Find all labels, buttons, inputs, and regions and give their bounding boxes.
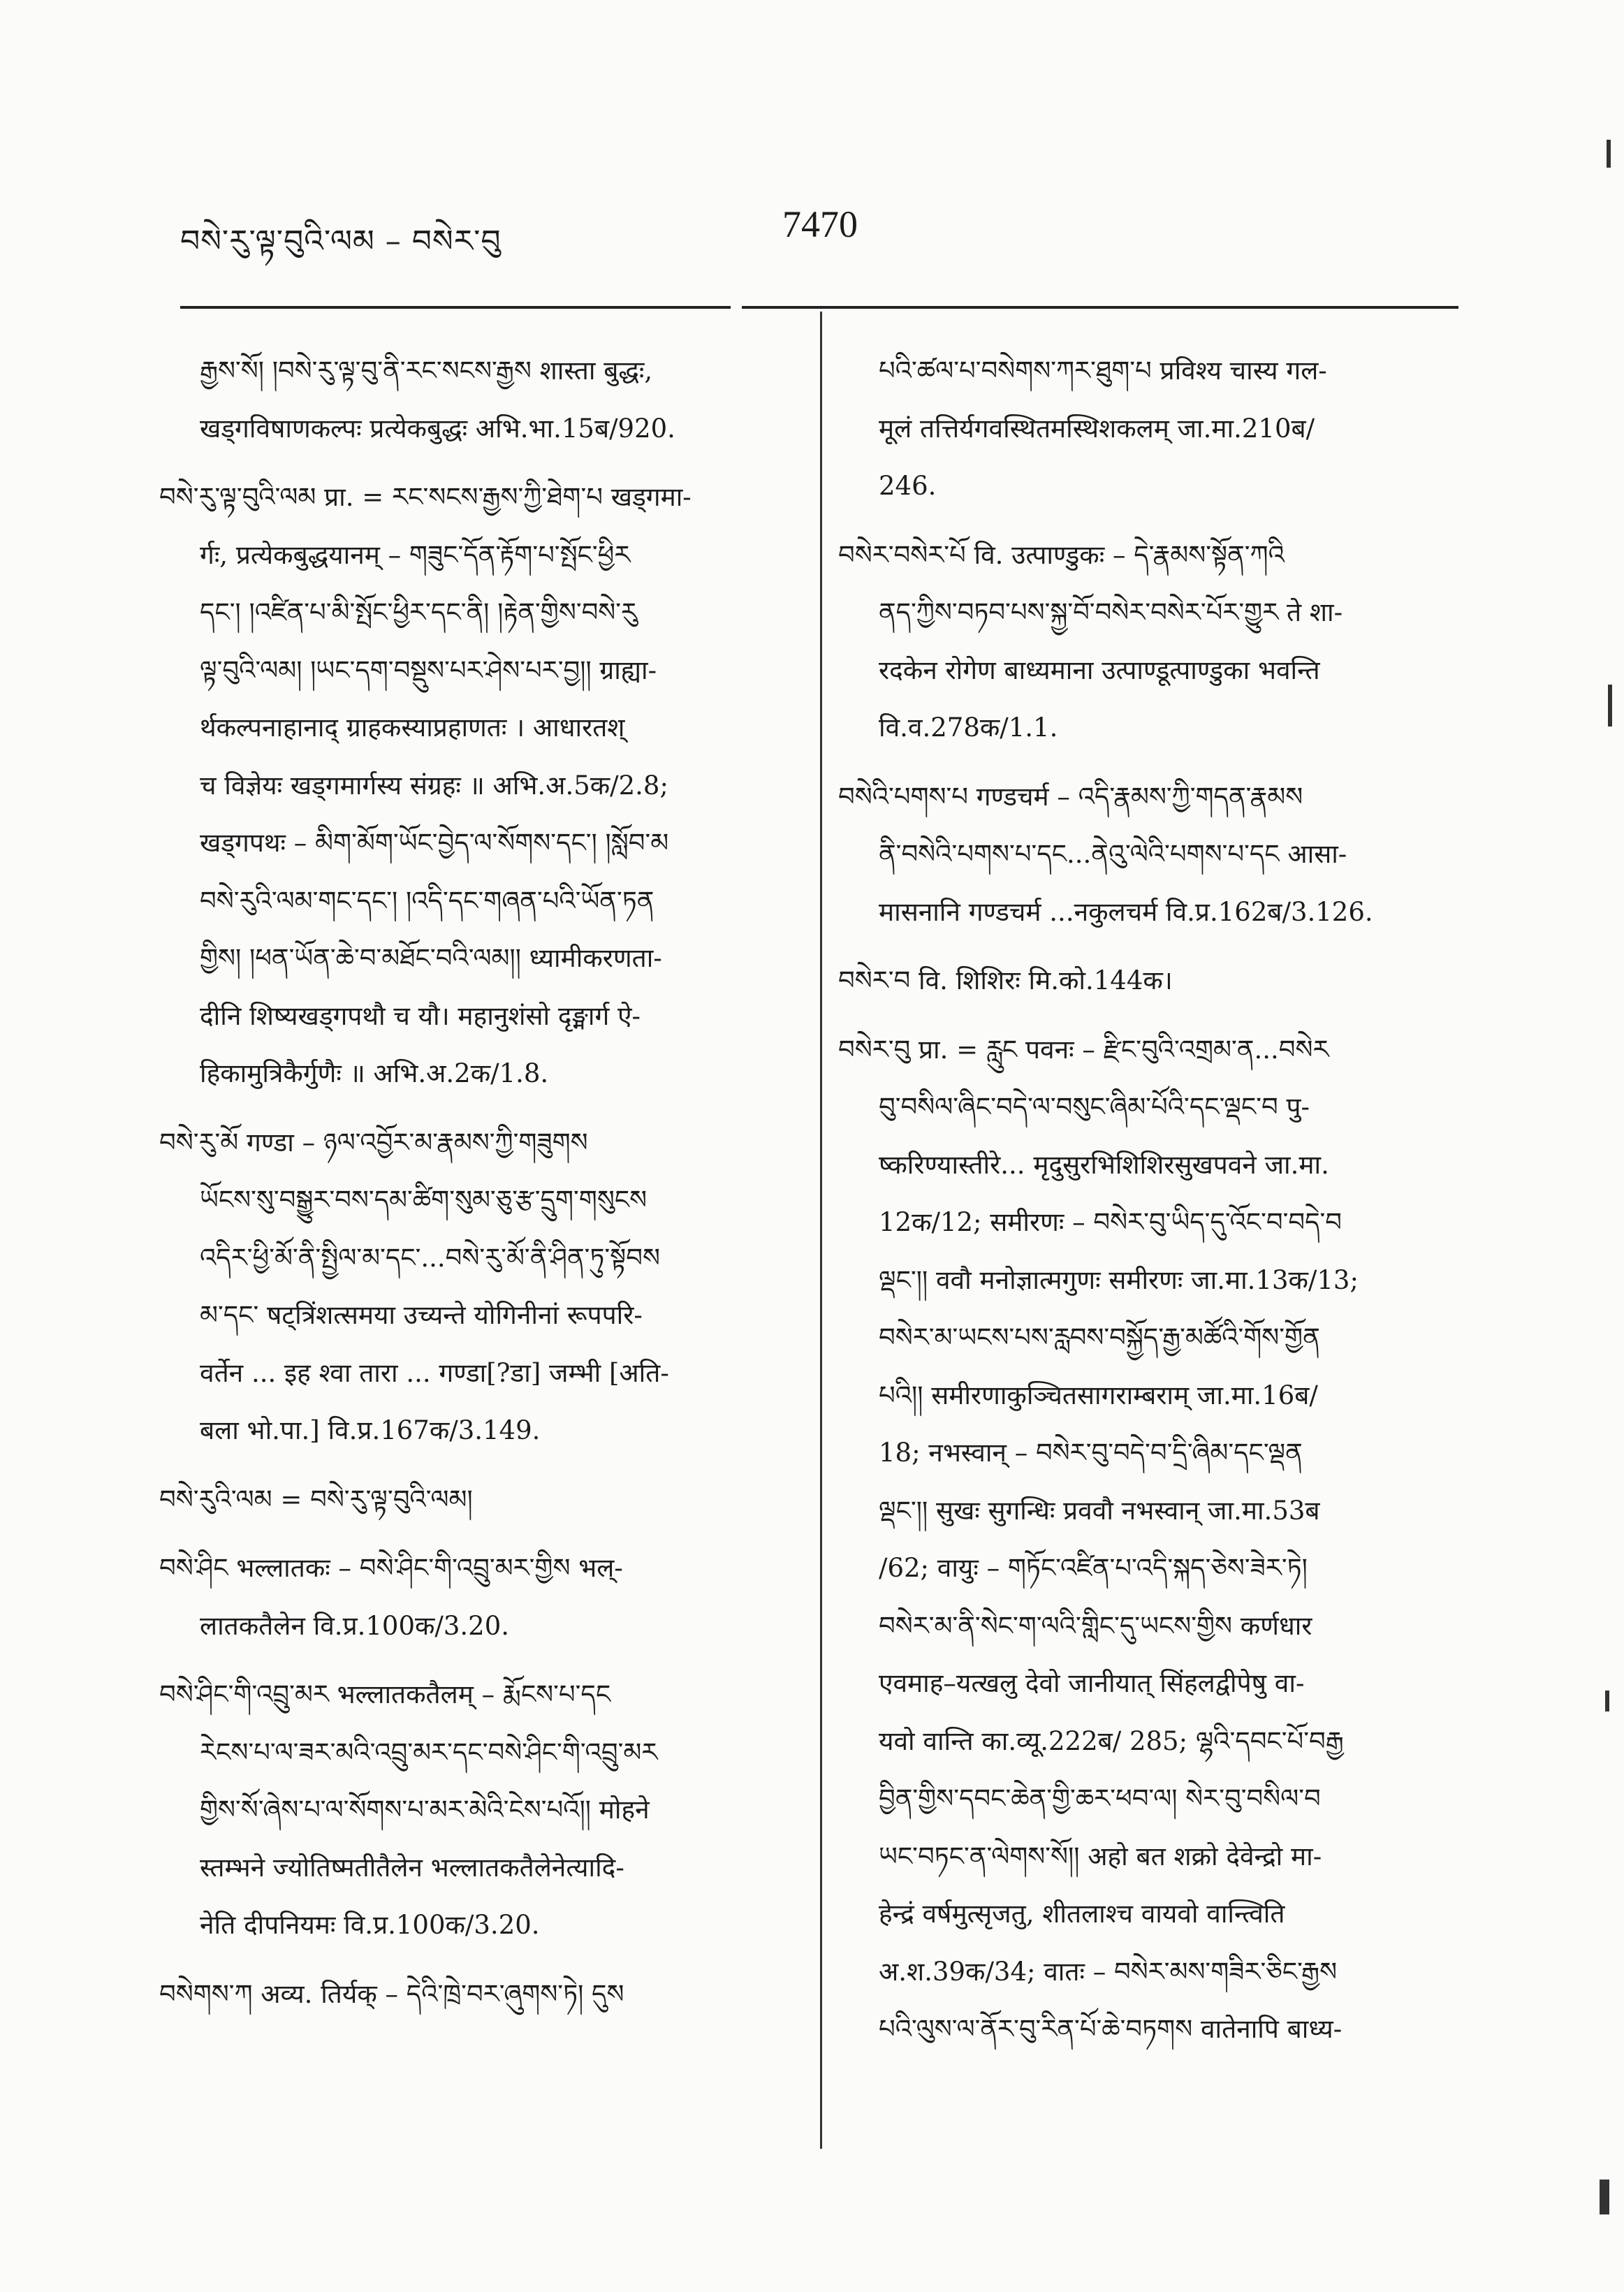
entry-line: स्तम्भने ज्योतिष्मतीतैलेन भल्लातकतैलेनेत्यादि- — [200, 1852, 624, 1883]
entry-headline: བསེར་བུ प्रा. = རླུང पवनः – རྫིང་བུའི་འགྲམ་ན...བསེར — [838, 1034, 1329, 1065]
entry-line: བསེ་རུའི་ལམ་གང་དང་། །འདི་དང་གཞན་པའི་ཡོན་ཏན — [200, 885, 654, 916]
dictionary-entry — [159, 1114, 802, 1460]
entry-headline: བསེ་ཤིང भल्लातकः – བསེ་ཤིང་གི་འབྲུ་མར་གྱིས भल्- — [159, 1553, 623, 1583]
entry-headline: བསེར་བ वि. शिशिरः मि.को.144क। — [838, 965, 1173, 995]
entry-line: मूलं तत्तिर्यगवस्थितमस्थिशकलम् जा.मा.210ब/ — [879, 413, 1315, 444]
dictionary-entry — [159, 469, 802, 1103]
dictionary-entry — [838, 952, 1456, 1010]
entry-line: अ.श.39क/34; वातः – བསེར་མས་གཟིར་ཅིང་རྒྱས — [879, 1956, 1338, 1987]
running-title: བསེ་རུ་ལྟ་བུའི་ལམ – བསེར་བུ — [180, 224, 502, 259]
entry-line: वर्तेन ... इह श्वा तारा ... गण्डा[?डा] जम्भी [अति- — [200, 1357, 669, 1388]
entry-line: च विज्ञेयः खड्गमार्गस्य संग्रहः ॥ अभि.अ.5क/2.8; — [200, 770, 668, 801]
entry-headline: བསེའི་པགས་པ गण्डचर्म – འདི་རྣམས་ཀྱི་གདན་རྣམས — [838, 781, 1303, 812]
entry-line: दीनि शिष्यखड्गपथौ च यौ। महानुशंसो दृङ्मार्ग ऐ- — [200, 1000, 641, 1031]
dictionary-entry — [838, 1021, 1456, 2059]
entry-line: नेति दीपनियमः वि.प्र.100क/3.20. — [200, 1910, 540, 1940]
entry-line: བསེར་མ་ནི་སེང་ག་ལའི་གླིང་དུ་ཡངས་གྱིས कर्णधार — [879, 1610, 1312, 1641]
scan-mark — [1600, 2180, 1609, 2214]
entry-line: གྱིས། །ཕན་ཡོན་ཆེ་བ་མཐོང་བའི་ལམ།། ध्यामीकरणता- — [200, 943, 662, 973]
entry-line: हेन्द्रं वर्षमुत्सृजतु, शीतलाश्च वायवो वान्त्विति — [879, 1899, 1285, 1929]
entry-line: དང་། །འཛིན་པ་མི་སྤོང་ཕྱིར་དང་ནི། །རྟེན་གྱིས་བསེ་རུ — [200, 597, 638, 627]
entry-line: ལྡང་།། ववौ मनोज्ञात्मगुणः समीरणः जा.मा.13क/13; — [879, 1264, 1359, 1295]
entry-line: र्थकल्पनाहानाद् ग्राहकस्याप्रहाणतः । आधारतश् — [200, 713, 625, 743]
entry-line: ཡོངས་སུ་བསྒྱུར་བས་དམ་ཚིག་སུམ་ཅུ་རྩ་དྲུག་གསུངས — [200, 1185, 648, 1215]
left-column — [159, 342, 802, 2023]
dictionary-entry — [159, 1471, 802, 1529]
entry-line: वि.व.278क/1.1. — [879, 713, 1058, 743]
entry-line: གྱིས་སོ་ཞེས་པ་ལ་སོགས་པ་མར་མེའི་ངེས་པའོ།། मोहने — [200, 1795, 650, 1825]
header-rule — [180, 306, 1458, 309]
entry-line: པའི།། समीरणाकुञ्चितसागराम्बराम् जा.मा.16ब/ — [879, 1380, 1318, 1410]
entry-line: པའི་ལུས་ལ་ནོར་བུ་རིན་པོ་ཆེ་བཏགས वातेनापि बाध्य- — [879, 2014, 1343, 2044]
entry-line: लातकतैलेन वि.प्र.100क/3.20. — [200, 1610, 510, 1641]
entry-line: खड्गपथः – མིག་མོག་ཡོང་བྱེད་ལ་སོགས་དང་། །སློབ་མ — [200, 828, 669, 858]
entry-line: འདིར་ཕྱི་མོ་ནི་སྤྱིལ་མ་དང་...བསེ་རུ་མོ་ནི་ཤིན་ཏུ་སྟོབས — [200, 1242, 660, 1273]
entry-line: མ་དང་ षट्त्रिंशत्समया उच्यन्ते योगिनीनां रूपपरि- — [200, 1300, 643, 1330]
dictionary-entry — [838, 768, 1456, 942]
entry-headline: བསེ་ཤིང་གི་འབྲུ་མར भल्लातकतैलम् – རྨོངས་པ་དང — [159, 1679, 611, 1709]
page-number: 7470 — [782, 203, 858, 245]
column-divider — [820, 312, 822, 2149]
scan-mark — [1607, 140, 1611, 168]
entry-line: मासनानि गण्डचर्म ...नकुलचर्म वि.प्र.162ब/3.126. — [879, 896, 1373, 927]
entry-headline: བསེ་རུ་ལྟ་བུའི་ལམ प्रा. = རང་སངས་རྒྱས་ཀྱི་ཐེག་པ खड्गमा- — [159, 482, 692, 512]
entry-line: རེངས་པ་ལ་ཟར་མའི་འབྲུ་མར་དང་བསེ་ཤིང་གི་འབྲུ་མར — [200, 1737, 658, 1767]
entry-line: རྒྱས་སོ། །བསེ་རུ་ལྟ་བུ་ནི་རང་སངས་རྒྱས शास्ता बुद्धः, — [200, 356, 653, 386]
dictionary-entry — [159, 342, 802, 458]
entry-line: བསེར་མ་ཡངས་པས་རླབས་བསྐྱོད་རྒྱ་མཚོའི་གོས་གྱོན — [879, 1322, 1320, 1352]
entry-line: खड्गविषाणकल्पः प्रत्येकबुद्धः अभि.भा.15ब/920. — [200, 413, 675, 444]
entry-line: बला भो.पा.] वि.प्र.167क/3.149. — [200, 1415, 541, 1445]
entry-line: 18; नभस्वान् – བསེར་བུ་བདེ་བ་དྲི་ཞིམ་དང་ལྡན — [879, 1438, 1303, 1468]
entry-line: र्गः, प्रत्येकबुद्धयानम् – གཟུང་དོན་རྟོག་པ་སྤོང་ཕྱིར — [200, 539, 631, 570]
dictionary-entry — [159, 1540, 802, 1655]
entry-line: 12क/12; समीरणः – བསེར་བུ་ཡིད་དུ་འོང་བ་བདེ་བ — [879, 1207, 1343, 1237]
dictionary-entry — [838, 527, 1456, 757]
entry-line: एवमाह–यत्खलु देवो जानीयात् सिंहलद्वीपेषु वा- — [879, 1668, 1305, 1698]
dictionary-entry — [159, 1666, 802, 1955]
entry-line: हिकामुत्रिकैर्गुणैः ॥ अभि.अ.2क/1.8. — [200, 1058, 549, 1088]
entry-line: यवो वान्ति का.व्यू.222ब/ 285; ལྷའི་དབང་པོ་བརྒྱ — [879, 1725, 1344, 1756]
entry-headline: བསེགས་ཀ अव्य. तिर्यक् – དེའི་ཁྲེ་བར་ཞུགས་ཏེ། དུས — [159, 1978, 624, 2009]
entry-line: བྱིན་གྱིས་དབང་ཆེན་གྱི་ཆར་ཕབ་ལ། སེར་བུ་བསིལ་བ — [879, 1783, 1321, 1813]
entry-line: ཡང་བཏང་ན་ལེགས་སོ།། अहो बत शक्रो देवेन्द्रो मा- — [879, 1841, 1322, 1871]
entry-line: /62; वायुः – གཏོང་འཛིན་པ་འདི་སྐད་ཅེས་ཟེར་ཏེ། — [879, 1553, 1308, 1583]
entry-line: ष्करिण्यास्तीरे... मृदुसुरभिशिशिरसुखपवने जा.मा. — [879, 1149, 1329, 1180]
entry-headline: བསེ་རུའི་ལམ = བསེ་རུ་ལྟ་བུའི་ལམ། — [159, 1484, 473, 1514]
entry-line: ནད་ཀྱིས་བཏབ་པས་སྐྱ་བོ་བསེར་བསེར་པོར་གྱུར ते शा- — [879, 597, 1343, 627]
scan-mark — [1608, 685, 1612, 727]
right-column — [838, 342, 1456, 2059]
entry-headline: བསེར་བསེར་པོ वि. उत्पाण्डुकः – དེ་རྣམས་སྟོན་ཀའི — [838, 539, 1285, 570]
entry-line: པའི་ཚལ་པ་བསེགས་ཀར་ཐུག་པ प्रविश्य चास्य गल- — [879, 356, 1327, 386]
header-rule-gap — [731, 302, 742, 312]
dictionary-entry — [159, 1966, 802, 2024]
entry-line: ནི་བསེའི་པགས་པ་དང...ནེའུ་ལེའི་པགས་པ་དང आसा- — [879, 839, 1347, 869]
entry-line: रदकेन रोगेण बाध्यमाना उत्पाण्डूत्पाण्डुका भवन्ति — [879, 655, 1320, 685]
dictionary-entry — [838, 342, 1456, 516]
entry-line: བུ་བསིལ་ཞིང་བདེ་ལ་བསུང་ཞིམ་པོའི་དང་ལྡང་བ पु- — [879, 1092, 1310, 1122]
scan-mark — [1605, 1691, 1609, 1711]
entry-line: ལྟ་བུའི་ལམ། །ཡང་དག་བསྡུས་པར་ཤེས་པར་བྱ།། ग्राह्या- — [200, 655, 657, 685]
entry-headline: བསེ་རུ་མོ गण्डा – ཉལ་འབྱོར་མ་རྣམས་ཀྱི་གཟུགས — [159, 1127, 588, 1158]
entry-line: 246. — [879, 471, 937, 501]
entry-line: ལྡང་།། सुखः सुगन्धिः प्रववौ नभस्वान् जा.मा.53ब — [879, 1495, 1320, 1526]
